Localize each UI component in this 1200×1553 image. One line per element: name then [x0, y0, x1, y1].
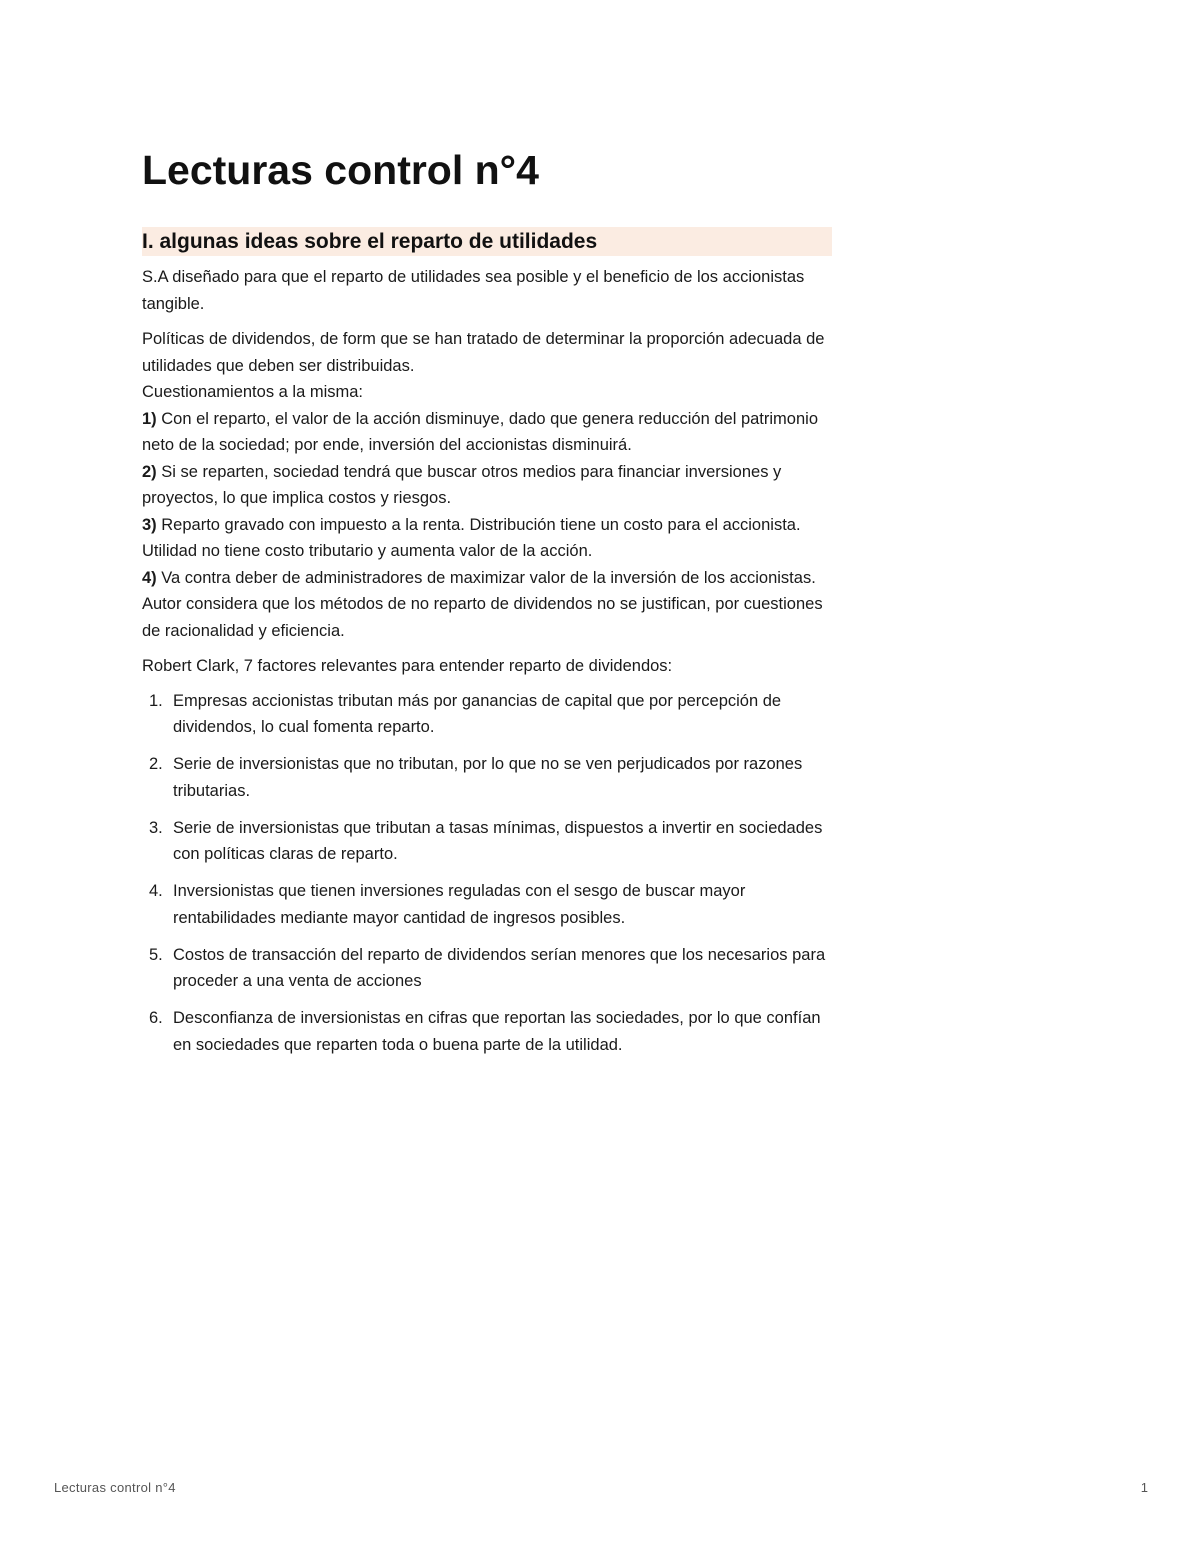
question-point-text: Va contra deber de administradores de maximizar valor de la inversión de los accionistas. — [161, 568, 816, 587]
question-point-text: Si se reparten, sociedad tendrá que buscar otros medios para financiar inversiones y proyectos, lo que implica costos y riesgos. — [142, 462, 782, 507]
list-marker: 3. — [149, 818, 163, 837]
list-item-text: Serie de inversionistas que tributan a tasas mínimas, dispuestos a invertir en sociedades con políticas claras de reparto. — [173, 818, 823, 863]
question-point-number: 3) — [142, 515, 157, 534]
intro-paragraph: S.A diseñado para que el reparto de utilidades sea posible y el beneficio de los accionistas tangible. — [142, 268, 805, 313]
dividend-policy-lead: Políticas de dividendos, de form que se han tratado de determinar la proporción adecuada de utilidades que deben ser distribuidas. — [142, 330, 825, 375]
footer-page-number: 1 — [1140, 1480, 1148, 1495]
question-point-number: 2) — [142, 462, 157, 481]
list-item-text: Empresas accionistas tributan más por ganancias de capital que por percepción de dividendos, lo cual fomenta reparto. — [173, 691, 782, 736]
dividend-policy-conclusion: Autor considera que los métodos de no reparto de dividendos no se justifican, por cuestiones de racionalidad y eficiencia. — [142, 595, 823, 640]
list-marker: 1. — [149, 691, 163, 710]
list-marker: 6. — [149, 1009, 163, 1027]
question-point-number: 4) — [142, 568, 157, 587]
list-item-text: Inversionistas que tienen inversiones reguladas con el sesgo de buscar mayor rentabilidades mediante mayor cantidad de ingresos posibles. — [173, 882, 746, 927]
question-point — [142, 459, 832, 512]
question-point — [142, 406, 832, 459]
list-item — [142, 878, 832, 931]
questions-label: Cuestionamientos a la misma: — [142, 383, 364, 401]
question-point-text: Con el reparto, el valor de la acción disminuye, dado que genera reducción del patrimonio neto de la sociedad; por ende, inversión del accionistas disminuirá. — [142, 409, 818, 454]
list-item-text: Serie de inversionistas que no tributan, por lo que no se ven perjudicados por razones tributarias. — [173, 755, 803, 800]
page-content — [142, 140, 832, 1069]
page-title: Lecturas control n°4 — [142, 147, 539, 193]
list-item-text: Costos de transacción del reparto de dividendos serían menores que los necesarios para proceder a una venta de acciones — [173, 945, 826, 990]
clark-intro: Robert Clark, 7 factores relevantes para entender reparto de dividendos: — [142, 657, 673, 675]
list-item — [142, 942, 832, 995]
list-item — [142, 751, 832, 804]
footer-doc-name: Lecturas control n°4 — [54, 1480, 176, 1495]
list-marker: 4. — [149, 882, 163, 900]
question-point — [142, 512, 832, 565]
dividend-policy-block — [142, 326, 832, 644]
list-item — [142, 688, 832, 741]
question-point-number: 1) — [142, 409, 157, 428]
list-item-text: Desconfianza de inversionistas en cifras que reportan las sociedades, por lo que confían en sociedades que reparten toda o buena parte de la utilidad. — [173, 1009, 821, 1054]
question-point — [142, 565, 832, 592]
list-marker: 2. — [149, 755, 163, 773]
list-marker: 5. — [149, 945, 163, 964]
section-heading: I. algunas ideas sobre el reparto de utilidades — [142, 227, 832, 256]
list-item — [142, 815, 832, 868]
question-point-text: Reparto gravado con impuesto a la renta. Distribución tiene un costo para el accionista. Utilidad no tiene costo tributario y aumenta valor de la acción. — [142, 515, 801, 560]
list-item — [142, 1005, 832, 1058]
factors-list — [142, 688, 832, 1059]
